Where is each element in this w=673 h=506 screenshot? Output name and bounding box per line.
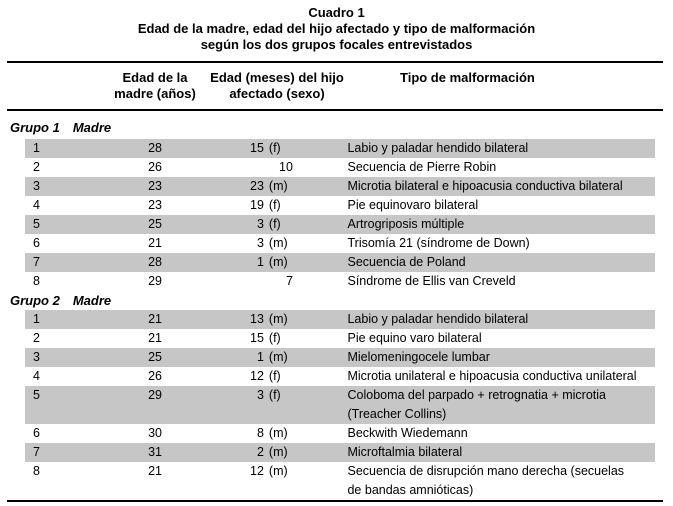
header-malformation-type: Tipo de malformación (400, 70, 535, 85)
malformation-cell (347, 234, 655, 253)
malformation-line: Pie equinovaro bilateral (347, 198, 479, 212)
table-body (0, 111, 673, 500)
table-row (25, 139, 655, 158)
header-child-age-line2: afectado (sexo) (229, 86, 325, 101)
table-row (25, 158, 655, 177)
row-number-cell: 2 (33, 331, 40, 345)
mother-age-cell: 23 (148, 179, 162, 193)
mother-age-cell: 30 (148, 426, 162, 440)
child-sex-label: (f) (268, 141, 281, 155)
table-row (25, 329, 655, 348)
table-row (25, 348, 655, 367)
table-row (25, 424, 655, 443)
mother-age-cell: 29 (148, 388, 162, 402)
table-row (25, 443, 655, 462)
child-sex-label: (m) (268, 426, 288, 440)
malformation-line: Secuencia de disrupción mano derecha (secuelas (347, 464, 625, 478)
table-header (0, 63, 673, 109)
malformation-cell (347, 367, 655, 386)
table-row (25, 215, 655, 234)
row-number-cell: 3 (33, 350, 40, 364)
child-age-value: 1 (256, 350, 264, 364)
child-age-value: 13 (250, 312, 264, 326)
table-row (25, 196, 655, 215)
child-age-value: 3 (256, 236, 264, 250)
malformation-cell (347, 424, 655, 443)
malformation-line: Labio y paladar hendido bilateral (347, 312, 529, 326)
mother-age-cell: 28 (148, 141, 162, 155)
table-title-line2: Edad de la madre, edad del hijo afectado y tipo de malformación (137, 21, 536, 36)
child-age-value: 12 (250, 369, 264, 383)
row-number-cell: 8 (33, 464, 40, 478)
row-number-cell: 1 (33, 141, 40, 155)
child-age-cell (162, 386, 293, 405)
malformation-line: Microtia unilateral e hipoacusia conductiva unilateral (347, 369, 637, 383)
row-number-cell: 4 (33, 369, 40, 383)
group-header-row (0, 291, 673, 310)
child-sex-label: (m) (268, 464, 288, 478)
child-age-cell (162, 310, 293, 329)
malformation-line: Labio y paladar hendido bilateral (347, 141, 529, 155)
mother-age-cell: 21 (148, 312, 162, 326)
malformation-cell (347, 443, 655, 462)
child-age-cell (162, 158, 293, 177)
malformation-cell (347, 329, 655, 348)
mother-age-cell: 26 (148, 160, 162, 174)
row-number-cell: 6 (33, 426, 40, 440)
table-title-line1: Cuadro 1 (308, 5, 365, 20)
child-age-cell (162, 424, 293, 443)
mother-age-cell: 23 (148, 198, 162, 212)
malformation-line: (Treacher Collins) (347, 407, 447, 421)
group-sublabel: Madre (72, 292, 112, 308)
malformation-cell (347, 158, 655, 177)
child-sex-label: (f) (268, 388, 281, 402)
row-number-cell: 3 (33, 179, 40, 193)
child-sex-label: (m) (268, 445, 288, 459)
malformation-line: Beckwith Wiedemann (347, 426, 468, 440)
child-age-cell (162, 196, 293, 215)
malformation-cell (347, 139, 655, 158)
child-age-value: 12 (250, 464, 264, 478)
mother-age-cell: 31 (148, 445, 162, 459)
child-age-cell (162, 177, 293, 196)
child-sex-label: (f) (268, 369, 281, 383)
table-row (25, 367, 655, 386)
mother-age-cell: 25 (148, 350, 162, 364)
malformation-cell (347, 272, 655, 291)
row-number-cell: 7 (33, 255, 40, 269)
mother-age-cell: 25 (148, 217, 162, 231)
malformation-cell (347, 348, 655, 367)
child-age-value: 10 (279, 160, 293, 174)
child-age-cell (162, 367, 293, 386)
group-header-row (0, 111, 673, 139)
child-sex-label: (f) (268, 198, 281, 212)
child-age-cell (162, 234, 293, 253)
child-age-value: 19 (250, 198, 264, 212)
mother-age-cell: 21 (148, 236, 162, 250)
mother-age-cell: 21 (148, 464, 162, 478)
child-age-cell (162, 348, 293, 367)
header-child-age (197, 70, 357, 102)
malformation-line: Coloboma del parpado + retrognatia + microtia (347, 388, 606, 402)
child-age-value: 3 (256, 388, 264, 402)
malformation-line: Microtia bilateral e hipoacusia conductiva bilateral (347, 179, 623, 193)
table-row (25, 386, 655, 424)
row-number-cell: 1 (33, 312, 40, 326)
child-age-cell (162, 329, 293, 348)
child-age-value: 15 (250, 141, 264, 155)
bottom-rule (7, 500, 663, 502)
child-age-cell (162, 462, 293, 481)
child-age-cell (162, 215, 293, 234)
table-row (25, 310, 655, 329)
child-age-value: 1 (256, 255, 264, 269)
malformation-cell (347, 215, 655, 234)
child-age-cell (162, 253, 293, 272)
child-age-value: 15 (250, 331, 264, 345)
malformation-line: Secuencia de Pierre Robin (347, 160, 497, 174)
child-sex-label: (f) (268, 217, 281, 231)
child-sex-label: (f) (268, 331, 281, 345)
row-number-cell: 7 (33, 445, 40, 459)
row-number-cell: 5 (33, 388, 40, 402)
row-number-cell: 8 (33, 274, 40, 288)
child-age-value: 2 (256, 445, 264, 459)
table-title-line3: según los dos grupos focales entrevistados (200, 37, 473, 52)
child-age-value: 8 (256, 426, 264, 440)
group-label: Grupo 1 (10, 120, 60, 135)
row-number-cell: 6 (33, 236, 40, 250)
malformation-line: Mielomeningocele lumbar (347, 350, 490, 364)
mother-age-cell: 21 (148, 331, 162, 345)
group-label: Grupo 2 (10, 292, 60, 308)
header-mother-age-line2: madre (años) (114, 86, 196, 101)
header-mother-age-line1: Edad de la (122, 70, 188, 85)
malformation-line: Síndrome de Ellis van Creveld (347, 274, 516, 288)
table-row (25, 177, 655, 196)
row-number-cell: 4 (33, 198, 40, 212)
child-sex-label: (m) (268, 236, 288, 250)
child-sex-label: (m) (268, 312, 288, 326)
malformation-cell (347, 196, 655, 215)
child-age-value: 7 (285, 274, 293, 288)
mother-age-cell: 28 (148, 255, 162, 269)
child-sex-label: (m) (268, 179, 288, 193)
malformation-cell (347, 177, 655, 196)
malformation-cell (347, 462, 655, 500)
mother-age-cell: 29 (148, 274, 162, 288)
table-row (25, 462, 655, 500)
table-title (0, 0, 673, 53)
malformation-line: Artrogriposis múltiple (347, 217, 465, 231)
malformation-line: Trisomía 21 (síndrome de Down) (347, 236, 530, 250)
child-age-value: 3 (256, 217, 264, 231)
table-row (25, 272, 655, 291)
group-sublabel: Madre (72, 120, 112, 135)
malformation-cell (347, 253, 655, 272)
table-row (25, 234, 655, 253)
row-number-cell: 2 (33, 160, 40, 174)
child-age-value: 23 (250, 179, 264, 193)
table-row (25, 253, 655, 272)
malformation-line: Secuencia de Poland (347, 255, 466, 269)
malformation-cell (347, 386, 655, 424)
child-age-cell (162, 139, 293, 158)
header-child-age-line1: Edad (meses) del hijo (210, 70, 344, 85)
mother-age-cell: 26 (148, 369, 162, 383)
malformation-line: de bandas amnióticas) (347, 483, 474, 497)
child-sex-label: (m) (268, 350, 288, 364)
malformation-line: Microftalmia bilateral (347, 445, 463, 459)
row-number-cell: 5 (33, 217, 40, 231)
child-sex-label: (m) (268, 255, 288, 269)
child-age-cell (162, 272, 293, 291)
malformation-line: Pie equino varo bilateral (347, 331, 482, 345)
malformation-cell (347, 310, 655, 329)
child-age-cell (162, 443, 293, 462)
header-mother-age (105, 70, 205, 102)
